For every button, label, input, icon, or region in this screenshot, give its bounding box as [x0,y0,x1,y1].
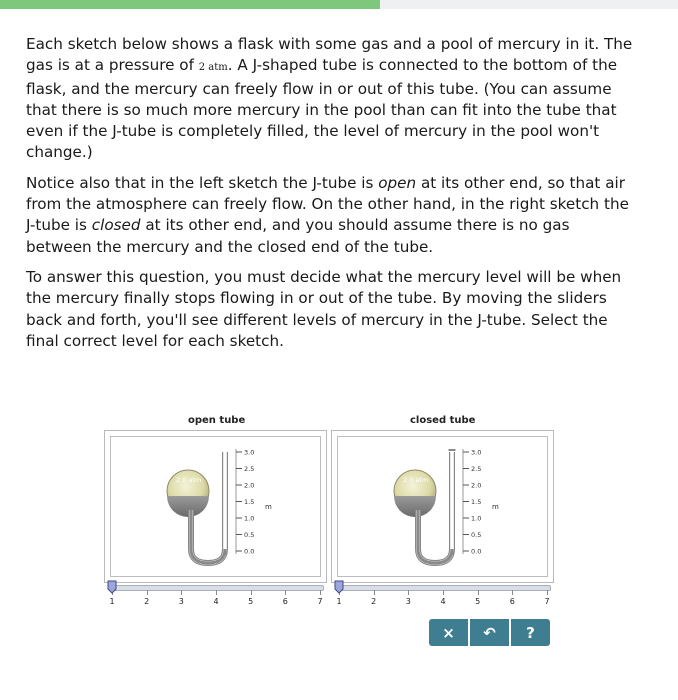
slider-thumb[interactable] [334,580,344,594]
scale-tick-label: 1.0 [471,514,482,523]
slider-tick [374,590,375,595]
closed-tube-drawing [338,437,547,576]
scale-tick-label: 0.5 [244,531,255,539]
help-icon: ? [526,623,535,642]
scale-tick-label: 1.5 [471,498,482,506]
slider-tick-label: 3 [405,597,411,606]
slider-ticks [110,590,322,614]
undo-button[interactable] [470,619,509,646]
answer-toolbar [429,619,550,646]
slider-tick-label: 7 [317,597,323,606]
scale-tick-label: 2.0 [471,481,482,490]
progress-bar [0,0,678,9]
slider-tick [408,590,409,595]
slider-tick [147,590,148,595]
progress-bar-fill [0,0,380,9]
slider-tick-label: 6 [282,597,288,606]
instructions-paragraph-3: To answer this question, you must decide what the mercury level will be when the mercury finally stops flowing in or out of the tube. By moving the sliders back and forth, you'll see different levels of mercury in the J-tube. Select the final correct level for each sketch. [26,267,622,350]
instructions-paragraph-1: Each sketch below shows a flask with some gas and a pool of mercury in it. The gas is at a pressure of 2 atm. A J-shaped tube is connected to the bottom of the flask, and the mercury can freely flow in or out of this tube. (You can assume that there is so much more mercury in the pool than can fit into the tube that even if the J-tube is completely filled, the level of mercury in the pool won't change.) [26,35,633,162]
closed-tube-sketch [337,436,548,577]
slider-tick-label: 1 [336,597,342,606]
close-icon: × [442,623,455,642]
emphasis-closed: closed [91,216,141,235]
height-scale [463,449,481,556]
slider-tick [320,590,321,595]
scale-tick-label: 2.0 [244,481,255,490]
scale-unit: m [265,503,272,511]
scale-tick-label: 2.5 [471,465,482,473]
panel-label-closed: closed tube [410,415,476,426]
slider-tick-label: 4 [213,597,219,606]
slider-tick [478,590,479,595]
slider-tick-label: 5 [475,597,481,606]
slider-tick-label: 4 [440,597,446,606]
slider-tick [512,590,513,595]
scale-tick-label: 0.5 [471,531,482,539]
scale-unit: m [492,503,499,511]
open-tube-drawing [111,437,320,576]
slider-tick-label: 2 [371,597,377,606]
help-button[interactable] [511,619,550,646]
question-instructions [26,34,638,361]
slider-tick [443,590,444,595]
mercury-in-tube [191,510,225,563]
slider-tick-label: 3 [178,597,184,606]
clear-button[interactable] [429,619,468,646]
instructions-paragraph-2: Notice also that in the left sketch the J-tube is open at its other end, so that air from the atmosphere can freely flow. On the other hand, in the right sketch the J-tube is closed at its other end, and you should assume there is no gas between the mercury and the closed end of the tube. [26,173,629,256]
slider-tick [216,590,217,595]
gas-pressure-value: 2 atm [198,62,228,74]
scale-tick-label: 0.0 [244,547,255,556]
height-scale [236,449,254,556]
slider-tick [285,590,286,595]
slider-tick-label: 2 [144,597,150,606]
scale-tick-label: 3.0 [244,448,255,457]
scale-tick-label: 3.0 [471,448,482,457]
slider-tick-label: 5 [248,597,254,606]
slider-tick-label: 1 [109,597,115,606]
scale-tick-label: 0.0 [471,547,482,556]
slider-tick-label: 6 [509,597,515,606]
manometer-figure [104,408,554,623]
scale-tick-label: 1.5 [244,498,255,506]
slider-tick-label: 7 [544,597,550,606]
open-tube-panel [104,430,327,583]
closed-tube-slider[interactable] [337,580,549,614]
undo-icon: ↶ [483,623,496,642]
panel-label-open: open tube [188,415,246,426]
slider-ticks [337,590,549,614]
scale-tick-label: 1.0 [244,514,255,523]
open-tube-slider[interactable] [110,580,322,614]
slider-tick [251,590,252,595]
slider-thumb[interactable] [107,580,117,594]
slider-tick [547,590,548,595]
slider-tick [181,590,182,595]
emphasis-open: open [378,173,417,192]
flask-pressure-label: 2.0 atm [403,476,429,484]
flask-pressure-label: 2.0 atm [176,476,202,484]
scale-tick-label: 2.5 [244,465,255,473]
mercury-in-tube [418,510,452,563]
open-tube-sketch [110,436,321,577]
closed-tube-panel [331,430,554,583]
